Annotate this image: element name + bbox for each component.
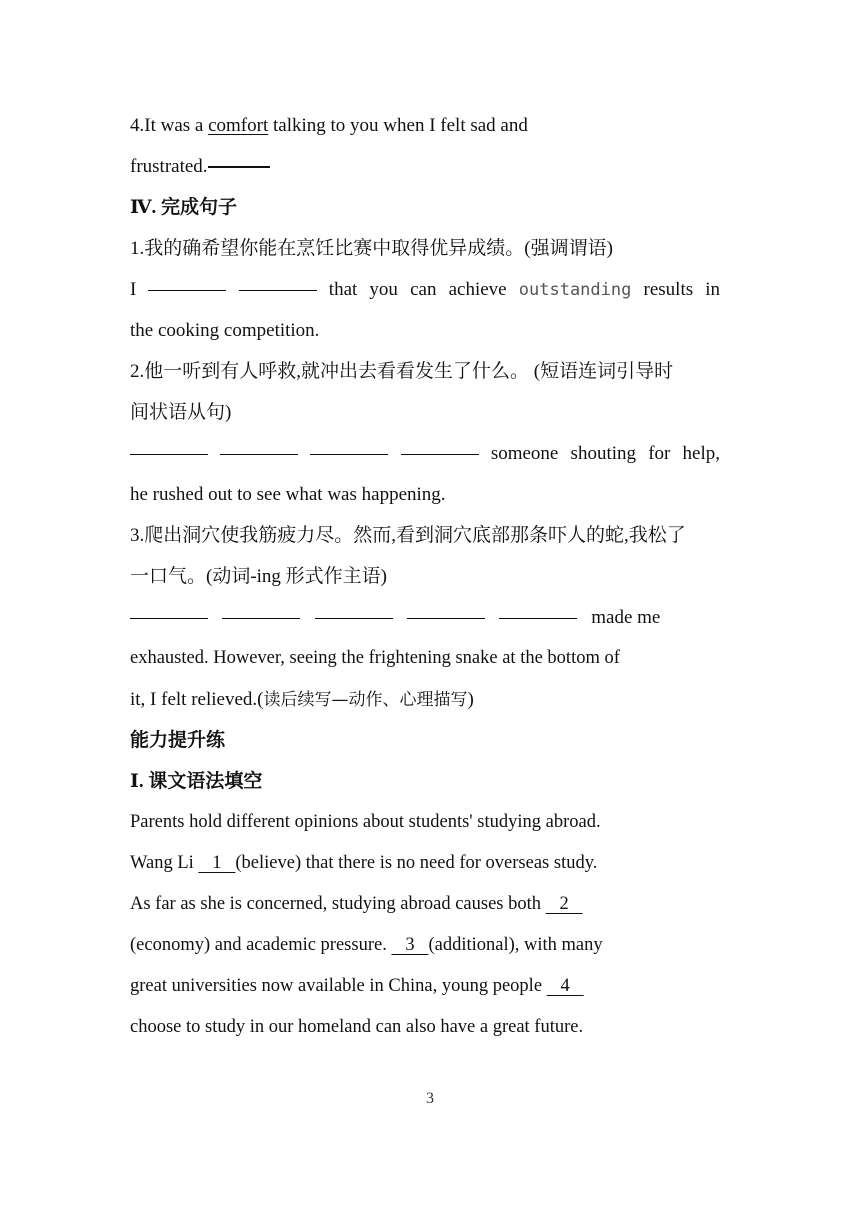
underlined-word: comfort (208, 115, 269, 136)
page-number: 3 (426, 1090, 434, 1107)
answer-blank[interactable] (499, 617, 577, 619)
s3-english-line1 (130, 597, 670, 638)
passage-line4 (130, 925, 720, 966)
s1-chinese: 1.我的确希望你能在烹饪比赛中取得优异成绩。(强调谓语) (130, 238, 613, 259)
blank-1[interactable]: 1 (198, 853, 236, 873)
answer-blank[interactable] (315, 617, 393, 619)
answer-blank[interactable] (407, 617, 485, 619)
passage-text: (additional), with many (428, 935, 603, 955)
passage-line5 (130, 966, 720, 1007)
ability-title: 能力提升练 (130, 730, 226, 751)
passage-text: (believe) that there is no need for overseas study. (235, 853, 598, 873)
answer-blank[interactable] (130, 453, 208, 455)
answer-blank[interactable] (148, 289, 226, 291)
s2-text: someone shouting for help, (490, 443, 721, 464)
answer-blank[interactable] (208, 165, 270, 168)
blank-2[interactable]: 2 (545, 894, 583, 914)
s3-paren: ) (467, 689, 474, 710)
passage-text: great universities now available in China, young people (130, 976, 547, 996)
s1-word: I (130, 279, 137, 300)
item4-line1 (130, 105, 720, 146)
passage-text: As far as she is concerned, studying abroad causes both (130, 894, 546, 914)
answer-blank[interactable] (222, 617, 300, 619)
s3-chinese-2: 一口气。(动词-ing 形式作主语) (130, 566, 388, 587)
answer-blank[interactable] (401, 453, 479, 455)
s1-text: that you can achieve (328, 279, 507, 300)
s3-english-line3 (130, 679, 720, 720)
passage-line3 (130, 884, 720, 925)
s1-english-line1 (130, 269, 720, 310)
passage-text: Wang Li (130, 853, 199, 873)
s3-text: made me (591, 607, 661, 628)
item4-text-rest: talking to you when I felt sad and (268, 115, 528, 136)
passage-line1: Parents hold different opinions about students' studying abroad. (130, 812, 601, 832)
blank-3[interactable]: 3 (391, 935, 429, 955)
s3-chinese-1: 3.爬出洞穴使我筋疲力尽。然而,看到洞穴底部那条吓人的蛇,我松了 (130, 525, 686, 546)
s2-chinese-1: 2.他一听到有人呼救,就冲出去看看发生了什么。 (短语连词引导时 (130, 361, 674, 382)
s2-english-line1 (130, 433, 720, 474)
s3-english-line2: exhausted. However, seeing the frightening snake at the bottom of (130, 648, 620, 668)
section1-title: Ⅰ. 课文语法填空 (130, 771, 263, 792)
s1-highlight-word: outstanding (518, 280, 632, 300)
item4-text-2: frustrated. (130, 156, 208, 177)
answer-blank[interactable] (239, 289, 317, 291)
s3-text-3: it, I felt relieved.( (130, 689, 264, 710)
answer-blank[interactable] (220, 453, 298, 455)
s3-note: 读后续写—动作、心理描写 (263, 690, 468, 710)
s1-text-rest: results in (643, 279, 721, 300)
section4-title: Ⅳ. 完成句子 (130, 197, 238, 218)
passage-text: (economy) and academic pressure. (130, 935, 392, 955)
item4-text: 4.It was a (130, 115, 209, 136)
passage-line6: choose to study in our homeland can also have a great future. (130, 1017, 584, 1037)
passage-line2 (130, 843, 720, 884)
s2-chinese-2: 间状语从句) (130, 402, 232, 423)
answer-blank[interactable] (310, 453, 388, 455)
s2-english-line2: he rushed out to see what was happening. (130, 484, 446, 505)
blank-4[interactable]: 4 (546, 976, 584, 996)
answer-blank[interactable] (130, 617, 208, 619)
item4-line2 (130, 146, 720, 187)
s1-english-line2: the cooking competition. (130, 320, 320, 341)
